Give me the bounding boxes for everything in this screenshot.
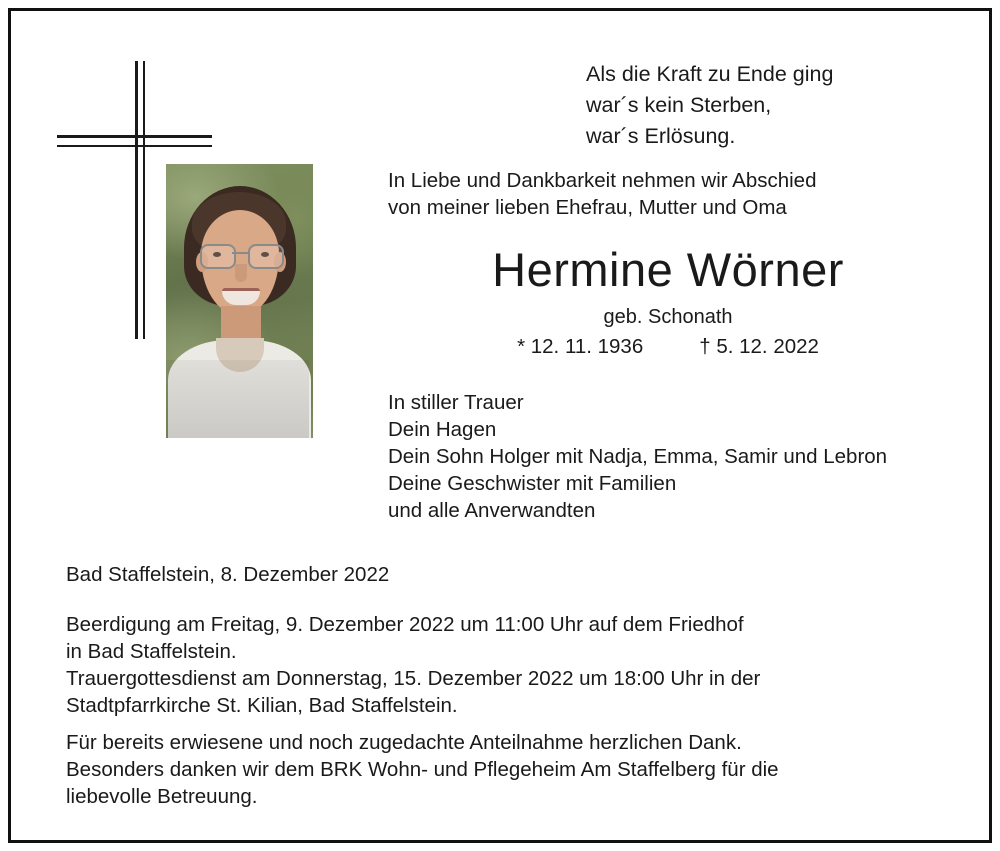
verse-line-2: war´s kein Sterben,: [586, 93, 772, 117]
birth-date: * 12. 11. 1936: [517, 335, 644, 358]
obituary-content: [11, 11, 989, 840]
intro-line-1: In Liebe und Dankbarkeit nehmen wir Abschied: [388, 169, 817, 192]
mourners-line-2: Dein Hagen: [388, 418, 497, 441]
thanks-line-3: liebevolle Betreuung.: [66, 785, 258, 808]
thanks-block: [66, 729, 779, 810]
burial-line-2: in Bad Staffelstein.: [66, 640, 237, 663]
verse-block: [586, 59, 833, 152]
deceased-birth-name: geb. Schonath: [603, 306, 733, 328]
place-and-date: Bad Staffelstein, 8. Dezember 2022: [66, 563, 390, 586]
portrait-photo: [166, 164, 313, 438]
verse-line-1: Als die Kraft zu Ende ging: [586, 62, 834, 86]
death-date: † 5. 12. 2022: [699, 335, 819, 358]
intro-line-2: von meiner lieben Ehefrau, Mutter und Oma: [388, 196, 787, 219]
mourners-block: [388, 389, 887, 524]
burial-line-1: Beerdigung am Freitag, 9. Dezember 2022 um 11:00 Uhr auf dem Friedhof: [66, 613, 744, 636]
verse-line-3: war´s Erlösung.: [586, 124, 736, 148]
memorial-line-2: Stadtpfarrkirche St. Kilian, Bad Staffelstein.: [66, 694, 458, 717]
mourners-line-4: Deine Geschwister mit Familien: [388, 472, 677, 495]
memorial-line-1: Trauergottesdienst am Donnerstag, 15. Dezember 2022 um 18:00 Uhr in der: [66, 667, 761, 690]
intro-block: [388, 167, 817, 221]
thanks-line-2: Besonders danken wir dem BRK Wohn- und Pflegeheim Am Staffelberg für die: [66, 758, 779, 781]
services-block: [66, 611, 760, 719]
deceased-name: Hermine Wörner: [492, 243, 844, 296]
obituary-border-frame: [8, 8, 992, 843]
mourners-line-1: In stiller Trauer: [388, 391, 524, 414]
thanks-line-1: Für bereits erwiesene und noch zugedachte Anteilnahme herzlichen Dank.: [66, 731, 742, 754]
life-dates: [388, 333, 948, 361]
mourners-line-3: Dein Sohn Holger mit Nadja, Emma, Samir und Lebron: [388, 445, 888, 468]
mourners-line-5: und alle Anverwandten: [388, 499, 596, 522]
